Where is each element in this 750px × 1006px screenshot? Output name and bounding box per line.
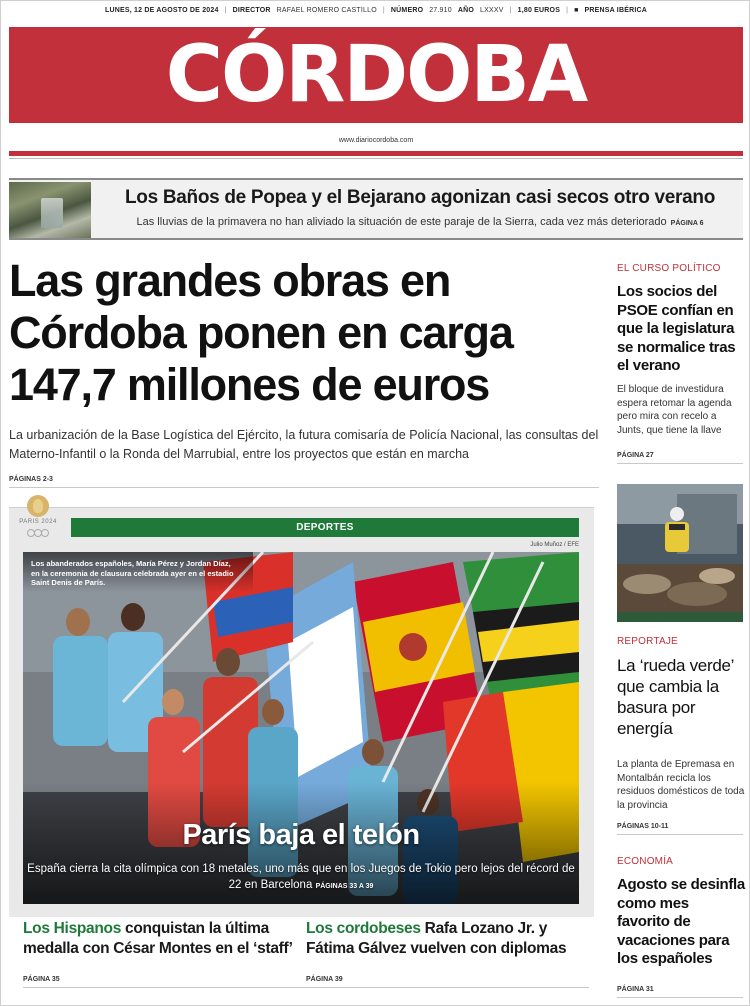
section-label-deportes[interactable]: DEPORTES [71,518,579,537]
headline-rueda-verde[interactable]: La ‘rueda verde’ que cambia la basura por energía [617,656,734,738]
separator: | [382,7,385,14]
page-ref: PÁGINAS 10-11 [617,823,743,835]
promo-page: PÁGINA 6 [670,220,704,227]
separator: | [509,7,512,14]
body-rueda-verde: La planta de Epremasa en Montalbán recicla los residuos domésticos de toda la provincia [617,759,745,811]
headline-socios-psoe[interactable]: Los socios del PSOE confían en que la legislatura se normalice tras el verano [617,283,736,374]
flame-icon [33,499,43,513]
masthead-divider [9,151,743,156]
headline-agosto[interactable]: Agosto se desinfla como mes favorito de vacaciones para los españoles [617,876,745,967]
olympic-rings-icon [27,529,49,539]
director-label: DIRECTOR [232,7,271,14]
bottom-story-highlight: Los Hispanos [23,920,122,937]
promo-strip[interactable] [9,178,743,240]
sports-deck-page: PÁGINAS 33 A 39 [315,883,374,890]
waterfall-image [41,198,63,228]
sports-deck-text: España cierra la cita olímpica con 18 metales, uno más que en los Juegos de Tokio pero lejos del récord de 22 en Barcelona [27,863,575,891]
bottom-story-cordobeses[interactable] [306,919,591,959]
masthead-title: CÓRDOBA [165,30,587,120]
promo-photo [9,182,91,238]
bottom-story-highlight: Los cordobeses [306,920,421,937]
number-label: NÚMERO [390,7,424,14]
publisher-group: PRENSA IBÉRICA [584,7,647,14]
photo-caption: Los abanderados españoles, María Pérez y Jordan Díaz, en la ceremonia de clausura celebrada ayer en el estadio Saint Denis de París. [31,559,234,587]
bottom-story-page: PÁGINA 39 [306,976,589,988]
promo-headline: Los Baños de Popea y el Bejarano agonizan casi secos otro verano [124,187,716,208]
kicker-reportaje: REPORTAJE [617,636,678,647]
body-socios-psoe: El bloque de investidura espera retomar la agenda pero mira con recelo a Junts, que tiene la llave [617,384,732,436]
paris-2024-logo [15,495,59,545]
photo-credit: Julio Muñoz / EFE [530,542,579,548]
kicker-curso-politico: EL CURSO POLÍTICO [617,263,721,274]
main-deck: La urbanización de la Base Logística del Ejército, la futura comisaría de Policía Nacional, las consultas del Materno-Infantil o la Ronda del Marrubial, entre los proyectos que están en marcha [9,428,599,461]
publisher-icon: ■ [574,7,579,14]
issue-date: LUNES, 12 DE AGOSTO DE 2024 [105,7,219,14]
number-value: 27.910 [429,7,452,14]
main-page-ref: PÁGINAS 2-3 [9,476,599,488]
promo-subtitle-text: Las lluvias de la primavera no han aliviado la situación de este paraje de la Sierra, cada vez más deteriorado [136,216,667,228]
separator: | [566,7,569,14]
bottom-story-hispanos[interactable] [23,919,308,959]
logo-text: PARIS 2024 [19,519,57,525]
price: 1,80 EUROS [517,7,561,14]
sports-headline[interactable]: París baja el telón [182,819,420,851]
recycling-plant-photo[interactable] [617,484,743,622]
bottom-story-text: Rafa Lozano Jr. y Fátima Gálvez vuelven con diplomas [306,920,567,957]
ring [41,529,49,537]
sports-deck [23,861,579,895]
bottom-story-text: conquistan la última medalla con César Montes en el ‘staff’ [23,920,293,957]
promo-subtitle [105,216,735,228]
masthead[interactable] [9,27,743,123]
separator: | [224,7,227,14]
page-ref: PÁGINA 27 [617,452,743,464]
bottom-story-page: PÁGINA 35 [23,976,306,988]
director-name: RAFAEL ROMERO CASTILLO [276,7,377,14]
page-ref: PÁGINA 31 [617,986,743,998]
info-line [9,7,743,21]
divider [9,158,743,159]
kicker-economia: ECONOMÍA [617,856,674,867]
website-url[interactable]: www.diariocordoba.com [338,137,414,144]
recycling-illustration [617,484,743,622]
main-headline[interactable]: Las grandes obras en Córdoba ponen en carga 147,7 millones de euros [9,255,513,410]
year-value: LXXXV [480,7,504,14]
year-label: AÑO [457,7,474,14]
